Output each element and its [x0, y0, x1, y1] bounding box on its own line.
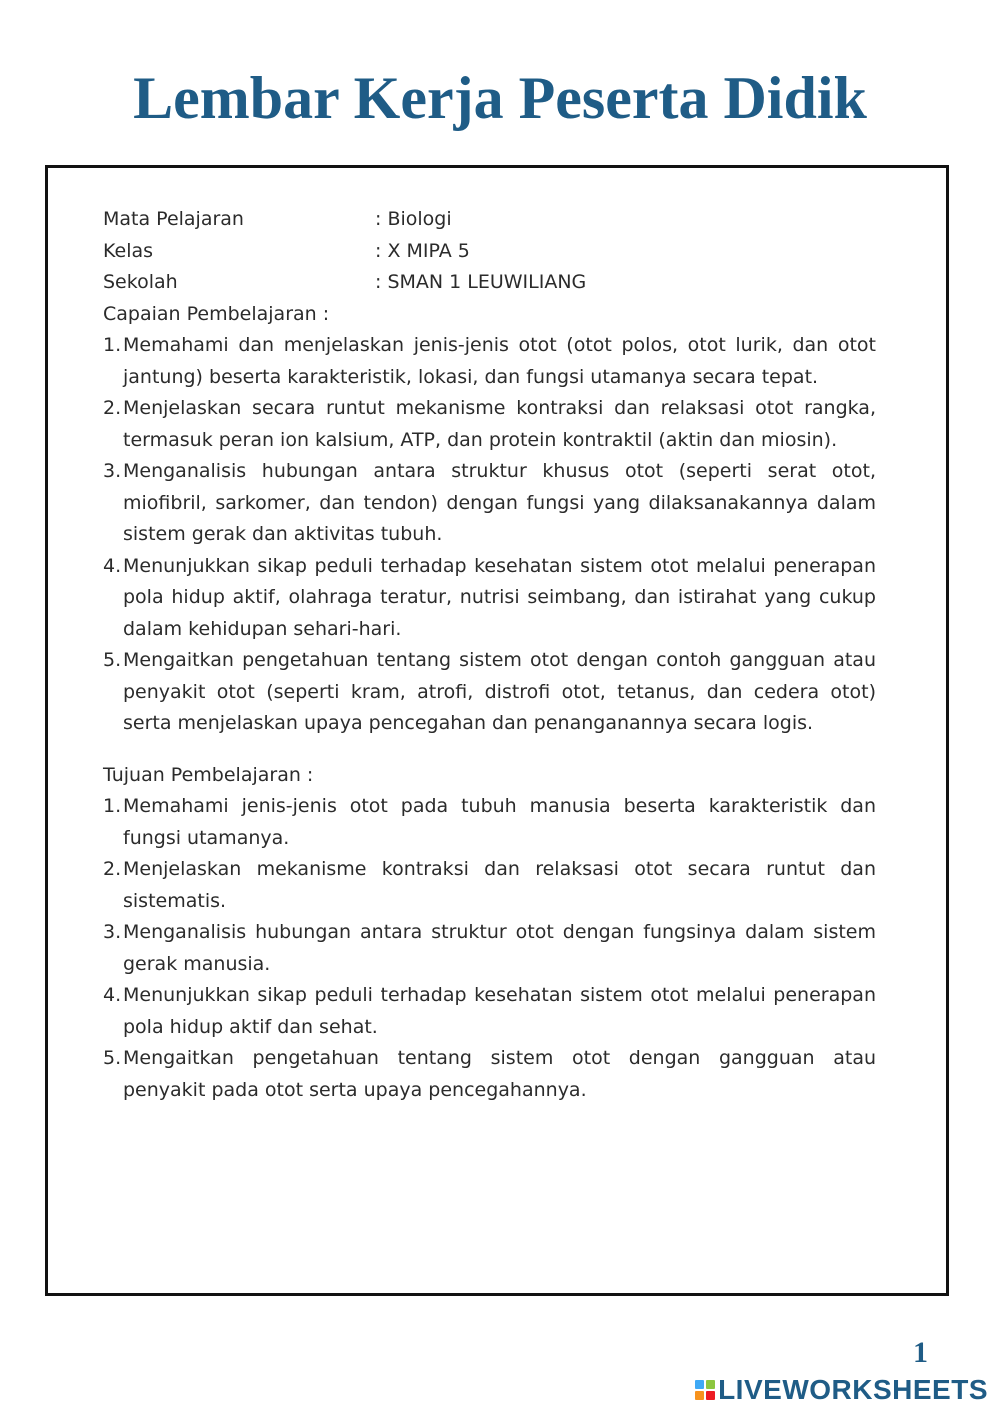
page-number: 1 [913, 1336, 928, 1369]
list-item [103, 854, 876, 917]
meta-label: Kelas [103, 239, 154, 262]
page-title: Lembar Kerja Peserta Didik [133, 65, 867, 131]
brand-name: LIVEWORKSHEETS [718, 1374, 988, 1405]
meta-label: Sekolah [103, 271, 178, 293]
list-item [103, 456, 876, 551]
list-number: 4. [103, 984, 122, 1006]
list-item [103, 791, 876, 854]
list-number: 1. [103, 795, 122, 817]
meta-row-class [103, 236, 876, 268]
meta-row-school [103, 267, 876, 299]
tujuan-list [103, 791, 876, 1106]
list-text: Mengaitkan pengetahuan tentang sistem otot dengan gangguan atau penyakit pada otot serta upaya pencegahannya. [123, 1047, 876, 1101]
list-number: 3. [103, 921, 122, 943]
list-text: Mengaitkan pengetahuan tentang sistem otot dengan contoh gangguan atau penyakit otot (seperti kram, atrofi, distrofi otot, tetanus, dan cedera otot) serta menjelaskan upaya pencegahan dan penanganannya secara logis. [123, 649, 876, 734]
list-item [103, 645, 876, 740]
list-item [103, 1043, 876, 1106]
liveworksheets-logo-icon [695, 1380, 715, 1400]
list-item [103, 330, 876, 393]
list-item [103, 917, 876, 980]
list-item [103, 980, 876, 1043]
meta-value: : Biologi [375, 208, 452, 230]
capaian-list [103, 330, 876, 740]
list-text: Menjelaskan secara runtut mekanisme kontraksi dan relaksasi otot rangka, termasuk peran ion kalsium, ATP, dan protein kontraktil (aktin dan miosin). [123, 397, 876, 451]
list-text: Menunjukkan sikap peduli terhadap kesehatan sistem otot melalui penerapan pola hidup aktif dan sehat. [123, 984, 876, 1038]
meta-label: Mata Pelajaran [103, 208, 244, 230]
list-text: Menunjukkan sikap peduli terhadap kesehatan sistem otot melalui penerapan pola hidup aktif, olahraga teratur, nutrisi seimbang, dan istirahat yang cukup dalam kehidupan sehari-hari. [123, 554, 876, 640]
list-item [103, 393, 876, 456]
list-text: Memahami dan menjelaskan jenis-jenis otot (otot polos, otot lurik, dan otot jantung) beserta karakteristik, lokasi, dan fungsi utamanya secara tepat. [123, 334, 876, 388]
meta-value: : X MIPA 5 [375, 239, 470, 262]
worksheet-content [103, 204, 876, 1106]
list-number: 1. [103, 334, 122, 356]
list-number: 5. [103, 1047, 122, 1069]
meta-value: : SMAN 1 LEUWILIANG [375, 271, 587, 293]
list-number: 5. [103, 649, 122, 671]
tujuan-heading: Tujuan Pembelajaran : [103, 763, 314, 786]
list-number: 2. [103, 397, 122, 419]
capaian-heading: Capaian Pembelajaran : [103, 302, 330, 325]
list-text: Menganalisis hubungan antara struktur khusus otot (seperti serat otot, miofibril, sarkomer, dan tendon) dengan fungsi yang dilaksanakannya dalam sistem gerak dan aktivitas tubuh. [123, 460, 876, 545]
meta-row-subject [103, 204, 876, 236]
list-item [103, 551, 876, 646]
brand-footer[interactable] [695, 1374, 988, 1406]
list-text: Memahami jenis-jenis otot pada tubuh manusia beserta karakteristik dan fungsi utamanya. [123, 795, 876, 849]
worksheet-content-box [45, 165, 949, 1296]
list-text: Menganalisis hubungan antara struktur otot dengan fungsinya dalam sistem gerak manusia. [123, 921, 876, 975]
list-number: 3. [103, 460, 122, 482]
list-text: Menjelaskan mekanisme kontraksi dan relaksasi otot secara runtut dan sistematis. [123, 858, 876, 912]
list-number: 4. [103, 554, 122, 577]
list-number: 2. [103, 858, 122, 880]
